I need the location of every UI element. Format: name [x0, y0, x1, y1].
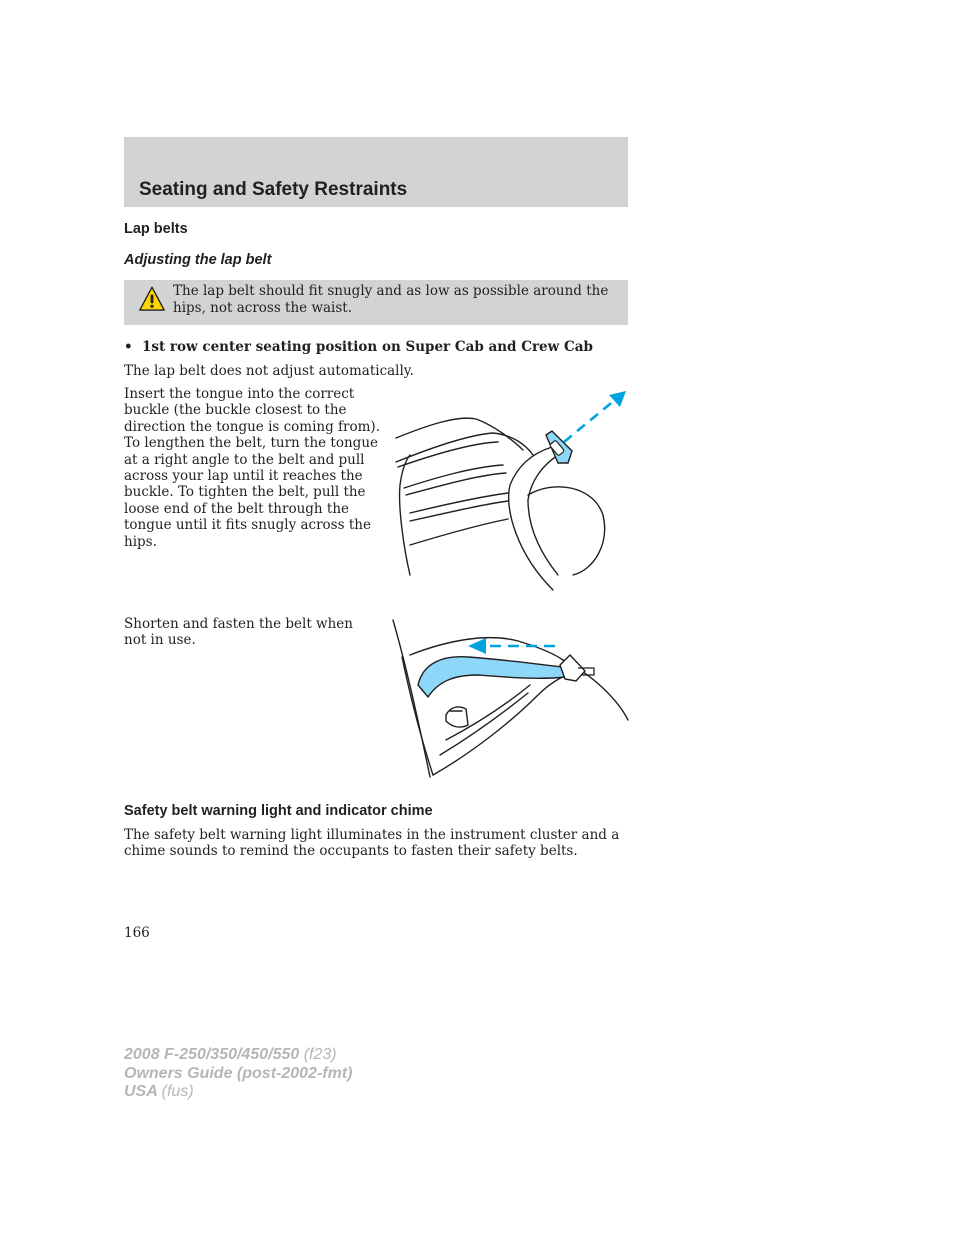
paragraph-insert-tongue: Insert the tongue into the correct buckle (the buckle closest to the direction the tongue is coming from). To lengthen the belt, turn the tongue at a right angle to the belt and pull across your lap until it reaches the buckle. To tighten the belt, pull the loose end of the belt through the tongue until it fits snugly across the hips.: [124, 386, 380, 550]
bullet-marker: •: [124, 339, 133, 355]
paragraph-shorten: Shorten and fasten the belt when not in use.: [124, 616, 353, 649]
bullet-text: 1st row center seating position on Super Cab and Crew Cab: [142, 339, 593, 355]
footer-market: USA: [124, 1083, 158, 1100]
footer-line-model: [124, 1046, 352, 1065]
heading-lap-belts: Lap belts: [124, 221, 188, 237]
lap-belt-lengthen-illustration: [388, 385, 632, 595]
bullet-item: [124, 339, 593, 356]
warning-box: [124, 280, 628, 325]
lap-belt-shorten-illustration: [388, 615, 632, 785]
footer-model-code: (f23): [303, 1046, 337, 1063]
footer-line-guide: Owners Guide (post-2002-fmt): [124, 1064, 353, 1082]
paragraph-safety-light: The safety belt warning light illuminates in the instrument cluster and a chime sounds to remind the occupants to fasten their safety belts.: [124, 827, 620, 860]
warning-triangle-icon: [139, 286, 165, 312]
paragraph-no-adjust: The lap belt does not adjust automatically.: [124, 363, 414, 379]
footer-model: 2008 F-250/350/450/550: [124, 1046, 300, 1063]
footer-line-market: [124, 1083, 352, 1102]
document-footer: [124, 1046, 352, 1102]
heading-safety-belt-warning: Safety belt warning light and indicator chime: [124, 803, 433, 819]
section-header: [124, 137, 628, 207]
heading-adjusting-lap-belt: Adjusting the lap belt: [124, 252, 272, 268]
warning-text: The lap belt should fit snugly and as low as possible around the hips, not across the waist.: [173, 283, 609, 316]
page-number: 166: [124, 925, 150, 941]
footer-market-code: (fus): [161, 1083, 194, 1100]
section-title: Seating and Safety Restraints: [139, 179, 408, 200]
